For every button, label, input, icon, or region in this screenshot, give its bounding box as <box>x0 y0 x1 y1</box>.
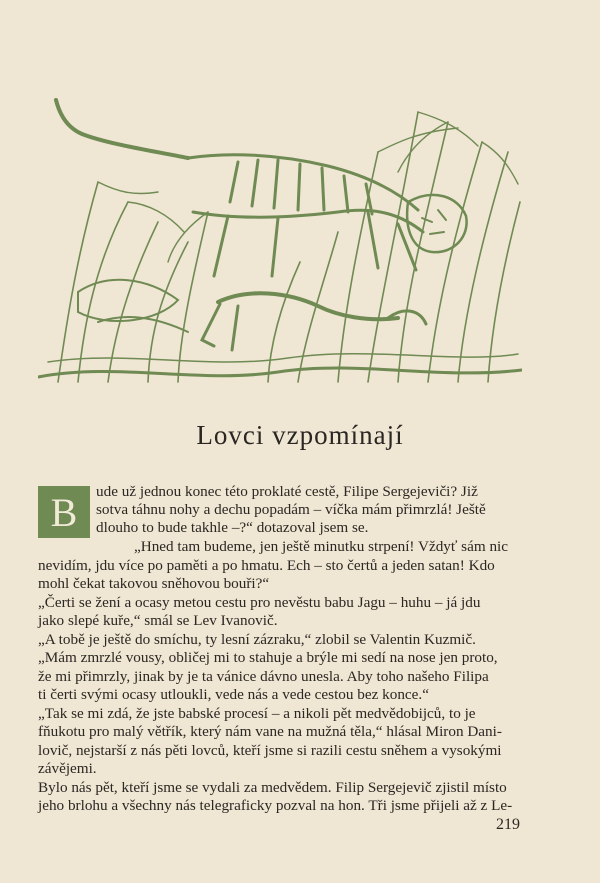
text-line: „Tak se mi zdá, že jste babské procesí – a nikoli pět medvědobijců, to je <box>38 705 476 722</box>
text-line: že mi přimrzly, jinak by je ta vánice dávno unesla. Aby toho našeho Filipa <box>38 668 489 685</box>
chapter-title: Lovci vzpomínají <box>196 420 404 450</box>
page-number: 219 <box>496 816 520 833</box>
text-line: mohl čekat takovou sněhovou bouři?“ <box>38 575 270 592</box>
drop-cap: B <box>38 486 90 538</box>
text-line: ude už jednou konec této proklaté cestě, Filipe Sergejeviči? Již <box>96 483 478 500</box>
text-line: „A tobě je ještě do smíchu, ty lesní zázraku,“ zlobil se Valentin Kuzmič. <box>38 631 476 648</box>
illustration-svg <box>38 92 522 387</box>
text-line: ti čerti svými ocasy utloukli, vede nás a vede cestou bez konce.“ <box>38 686 429 703</box>
text-line: lovič, nejstarší z nás pěti lovců, kteří jsme si razili cestu sněhem a vysokými <box>38 742 502 759</box>
text-line: závějemi. <box>38 760 97 777</box>
text-line: „Mám zmrzlé vousy, obličej mi to stahuje a brýle mi sedí na nose jen proto, <box>38 649 498 666</box>
text-line: fňukotu pro malý větřík, který nám vane na mužná těla,“ hlásal Miron Dani- <box>38 723 502 740</box>
text-line: jeho brlohu a všechny nás telegraficky pozval na hon. Tři jsme přijeli až z Le- <box>38 797 513 814</box>
text-line: jako slepé kuře,“ smál se Lev Ivanovič. <box>38 612 278 629</box>
text-line: „Hned tam budeme, jen ještě minutku strpení! Vždyť sám nic <box>134 538 508 555</box>
tiger-hunter-illustration <box>38 92 522 387</box>
text-line: sotva táhnu nohy a dechu popadám – víčka mám přimrzlá! Ještě <box>96 501 486 518</box>
text-line: dlouho to bude takhle –?“ dotazoval jsem se. <box>96 519 369 536</box>
text-line: nevidím, jdu více po paměti a po hmatu. Ech – sto čertů a jeden satan! Kdo <box>38 557 495 574</box>
text-line: „Čerti se žení a ocasy metou cestu pro nevěstu babu Jagu – huhu – já jdu <box>38 594 481 611</box>
text-line: Bylo nás pět, kteří jsme se vydali za medvědem. Filip Sergejevič zjistil místo <box>38 779 507 796</box>
